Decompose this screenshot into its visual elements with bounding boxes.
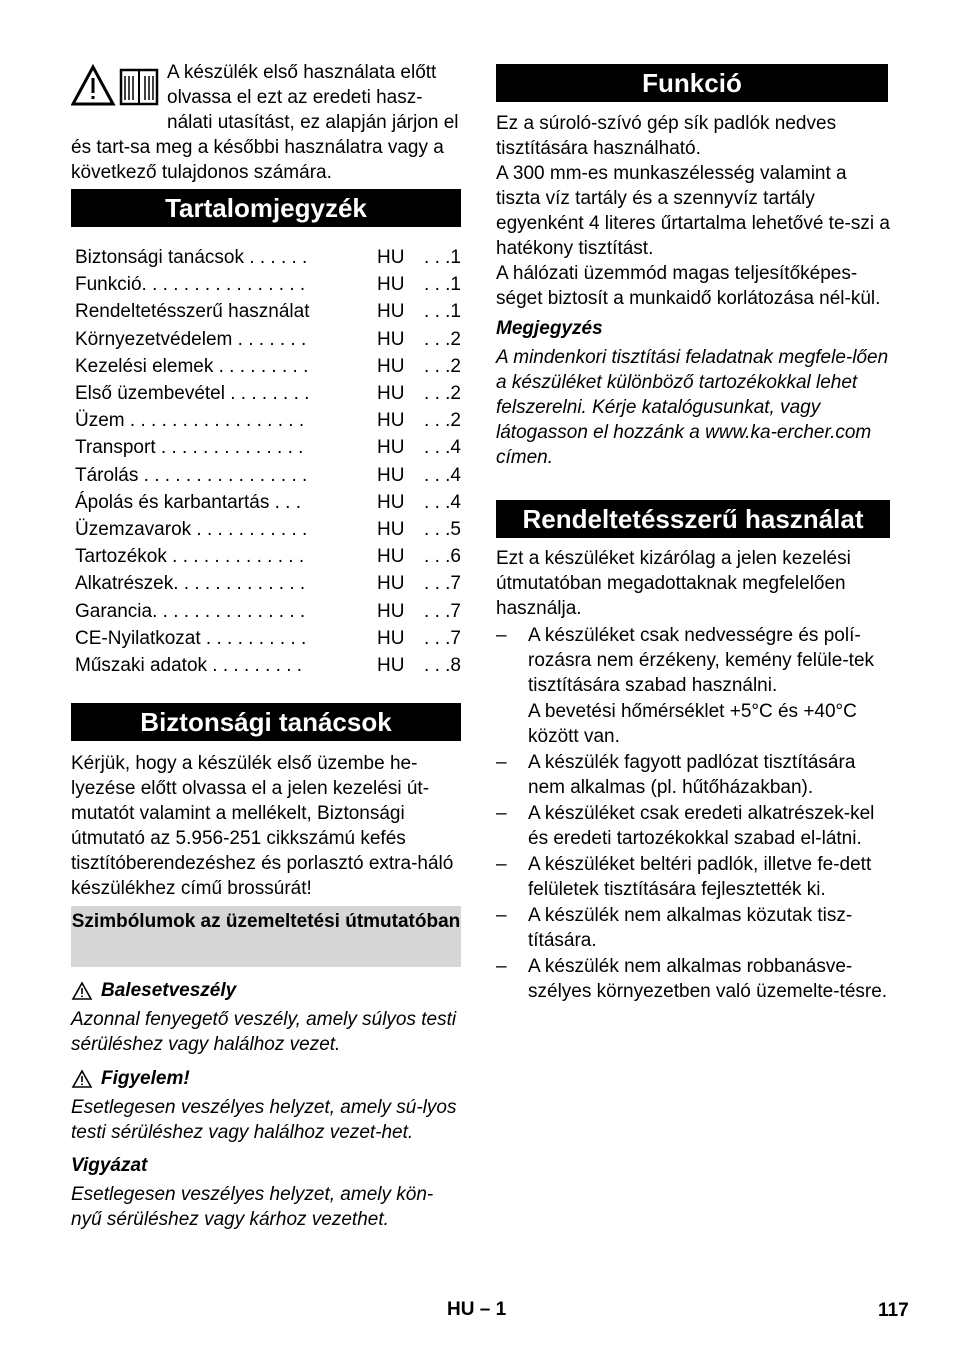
toc-page: . . .7	[424, 573, 461, 595]
toc-lang: HU	[377, 518, 405, 540]
toc-title: Rendeltetésszerű használat	[75, 301, 310, 323]
toc-row	[71, 597, 461, 624]
toc-title: CE-Nyilatkozat . . . . . . . . . .	[75, 627, 307, 649]
intended-use-list	[496, 623, 890, 1004]
toc-page: . . .1	[424, 301, 461, 323]
toc-title: Üzemzavarok . . . . . . . . . . .	[75, 518, 308, 540]
manual-book-icon	[121, 70, 157, 104]
toc-page: . . .4	[424, 464, 461, 486]
danger-title: Balesetveszély	[101, 980, 237, 1001]
toc-page: . . .2	[424, 383, 461, 405]
toc-lang: HU	[377, 491, 405, 513]
list-item: – A készüléket beltéri padlók, illetve fe-dett felületek tisztítására fejlesztették ki.	[496, 852, 890, 902]
danger-text: Azonnal fenyegető veszély, amely súlyos testi sérüléshez vagy halálhoz vezet.	[71, 1009, 457, 1055]
toc-title: Garancia. . . . . . . . . . . . . . .	[75, 600, 306, 622]
toc-row	[71, 489, 461, 516]
note-title: Megjegyzés	[496, 318, 603, 339]
function-p2: A 300 mm-es munkaszélesség valamint a tiszta víz tartály és a szennyvíz tartály egyenként 4 literes űrtartalma lehetővé te-szi a hatékony tisztítást.	[496, 163, 890, 259]
toc-title: Műszaki adatok . . . . . . . . .	[75, 654, 303, 676]
toc-title: Első üzembevétel . . . . . . . .	[75, 383, 310, 405]
list-item: – A készülék nem alkalmas közutak tisz-títására.	[496, 903, 890, 953]
toc-lang: HU	[377, 600, 405, 622]
safety-heading: Biztonsági tanácsok	[71, 703, 461, 741]
toc-title: Biztonsági tanácsok . . . . . .	[75, 247, 308, 269]
toc-lang: HU	[377, 464, 405, 486]
toc-lang: HU	[377, 355, 405, 377]
table-of-contents	[71, 244, 461, 679]
toc-lang: HU	[377, 274, 405, 296]
toc-row	[71, 570, 461, 597]
toc-title: Ápolás és karbantartás . . .	[75, 491, 302, 513]
intended-use-intro: Ezt a készüléket kizárólag a jelen kezelési útmutatóban megadottaknak megfelelően használja.	[496, 548, 851, 619]
toc-page: . . .1	[424, 274, 461, 296]
toc-title: Alkatrészek. . . . . . . . . . . . .	[75, 573, 306, 595]
toc-title: Kezelési elemek . . . . . . . . .	[75, 355, 309, 377]
toc-lang: HU	[377, 410, 405, 432]
toc-row	[71, 516, 461, 543]
function-p3: A hálózati üzemmód magas teljesítőképes-séget biztosít a munkaidő korlátozása nél-kül.	[496, 263, 881, 309]
page-number: 117	[878, 1300, 909, 1321]
function-heading: Funkció	[496, 64, 888, 102]
note-text: A mindenkori tisztítási feladatnak megfele-lően a készüléket különböző tartozékokkal lehet felszerelni. Kérje katalógusunkat, vagy látogasson el hozzánk a www.ka-ercher.com címen.	[496, 347, 889, 468]
toc-row	[71, 298, 461, 325]
list-item: – A készülék nem alkalmas robbanásve-szélyes környezetben való üzemelte-tésre.	[496, 954, 890, 1004]
safety-text: Kérjük, hogy a készülék első üzembe he-lyezése előtt olvassa el a jelen kezelési út-mutatót valamint a mellékelt, Biztonsági útmutató az 5.956-251 cikkszámú kefés tisztítóberendezéshez és porlasztó extra-háló készülékhez című brossúrát!	[71, 753, 454, 899]
temperature-note: A bevetési hőmérséklet +5°C és +40°C között van.	[528, 701, 857, 747]
toc-page: . . .2	[424, 328, 461, 350]
toc-title: Tárolás . . . . . . . . . . . . . . . .	[75, 464, 308, 486]
toc-page: . . .2	[424, 355, 461, 377]
toc-row	[71, 625, 461, 652]
toc-row	[71, 543, 461, 570]
symbols-heading: Szimbólumok az üzemeltetési útmutatóban	[71, 906, 461, 967]
toc-page: . . .7	[424, 627, 461, 649]
toc-lang: HU	[377, 437, 405, 459]
function-p1: Ez a súroló-szívó gép sík padlók nedves tisztítására használható.	[496, 113, 837, 159]
intended-use-heading: Rendeltetésszerű használat	[496, 500, 890, 538]
function-section	[496, 111, 890, 470]
caution-text: Esetlegesen veszélyes helyzet, amely kön-nyű sérüléshez vagy kárhoz vezethet.	[71, 1184, 434, 1230]
list-item: – A készüléket csak eredeti alkatrészek-kel és eredeti tartozékokkal szabad el-látni.	[496, 801, 890, 851]
toc-title: Üzem . . . . . . . . . . . . . . . . .	[75, 410, 305, 432]
toc-row	[71, 353, 461, 380]
toc-lang: HU	[377, 247, 405, 269]
toc-page: . . .5	[424, 518, 461, 540]
warning-text: Esetlegesen veszélyes helyzet, amely sú-lyos testi sérüléshez vagy halálhoz vezet-het.	[71, 1097, 457, 1143]
intended-use-section	[496, 546, 890, 1005]
toc-title: Funkció. . . . . . . . . . . . . . . .	[75, 274, 306, 296]
toc-row	[71, 380, 461, 407]
footer-section-label: HU – 1	[447, 1299, 507, 1320]
toc-row	[71, 434, 461, 461]
toc-page: . . .4	[424, 491, 461, 513]
warning-triangle-icon	[71, 1069, 93, 1089]
warning-triangle-icon	[71, 64, 163, 108]
toc-page: . . .1	[424, 247, 461, 269]
toc-page: . . .6	[424, 546, 461, 568]
warning-triangle-icon	[71, 981, 93, 1001]
toc-page: . . .2	[424, 410, 461, 432]
toc-row	[71, 652, 461, 679]
toc-heading: Tartalomjegyzék	[71, 189, 461, 227]
intro	[71, 60, 461, 185]
toc-row	[71, 244, 461, 271]
intro-text: A készülék első használata előtt olvassa el ezt az eredeti hasz-nálati utasítást, ez alapján járjon el és tart-sa meg a későbbi használatra vagy a következő tulajdonos számára.	[71, 62, 459, 183]
toc-lang: HU	[377, 546, 405, 568]
toc-title: Transport . . . . . . . . . . . . . .	[75, 437, 304, 459]
danger-title-line	[71, 978, 461, 1003]
toc-lang: HU	[377, 654, 405, 676]
list-item: – A készülék fagyott padlózat tisztítására nem alkalmas (pl. hűtőházakban).	[496, 750, 890, 800]
list-item: – A készüléket csak nedvességre és polí-rozásra nem érzékeny, kemény felüle-tek tisztítására szabad használni. A bevetési hőmérséklet +5°C és +40°C között van.	[496, 623, 890, 749]
toc-lang: HU	[377, 627, 405, 649]
toc-lang: HU	[377, 328, 405, 350]
toc-title: Tartozékok . . . . . . . . . . . . .	[75, 546, 305, 568]
toc-page: . . .7	[424, 600, 461, 622]
toc-lang: HU	[377, 383, 405, 405]
toc-lang: HU	[377, 301, 405, 323]
toc-row	[71, 326, 461, 353]
warning-manual-icons	[71, 64, 163, 112]
caution-title: Vigyázat	[71, 1155, 148, 1176]
warning-title-line	[71, 1066, 461, 1091]
toc-lang: HU	[377, 573, 405, 595]
warning-title: Figyelem!	[101, 1068, 190, 1089]
toc-row	[71, 271, 461, 298]
safety-section	[71, 751, 461, 901]
toc-row	[71, 462, 461, 489]
toc-page: . . .4	[424, 437, 461, 459]
toc-row	[71, 407, 461, 434]
toc-title: Környezetvédelem . . . . . . .	[75, 328, 307, 350]
symbols-section	[71, 978, 461, 1232]
toc-page: . . .8	[424, 654, 461, 676]
